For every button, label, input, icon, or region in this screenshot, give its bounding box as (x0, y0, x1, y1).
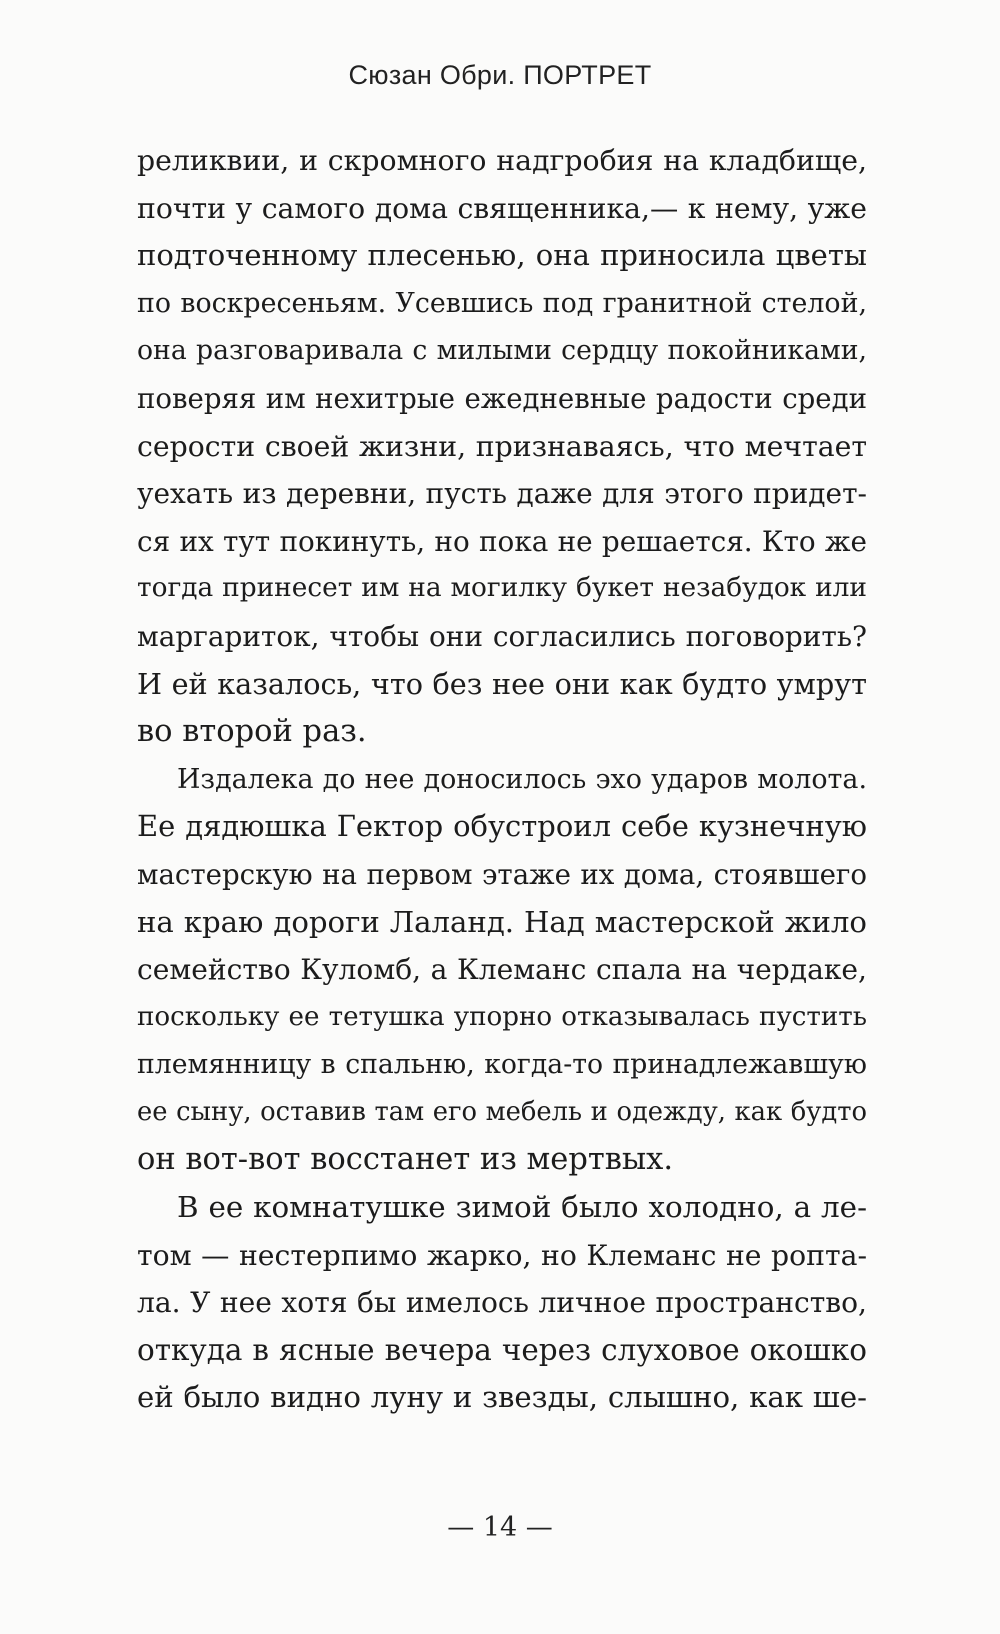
paragraph (137, 756, 867, 1184)
text-line: Ее дядюшка Гектор обустроил себе кузнечную (137, 809, 867, 844)
text-line: откуда в ясные вечера через слуховое окошко (137, 1332, 867, 1367)
text-line: серости своей жизни, признаваясь, что мечтает (137, 429, 867, 463)
text-line: во второй раз. (137, 714, 367, 750)
text-line: том — нестерпимо жарко, но Клеманс не ропта- (137, 1238, 867, 1272)
text-line: В ее комнатушке зимой было холодно, а ле- (177, 1190, 867, 1225)
text-line: ся их тут покинуть, но пока не решается. Кто же (137, 524, 867, 558)
paragraph (137, 1184, 867, 1422)
text-line: подточенному плесенью, она приносила цветы (137, 238, 867, 273)
text-line: семейство Куломб, а Клеманс спала на чердаке, (137, 953, 867, 987)
text-line: она разговаривала с милыми сердцу покойниками, (137, 335, 867, 367)
text-line: ей было видно луну и звезды, слышно, как ше- (137, 1380, 867, 1415)
page-number: — 14 — (447, 1512, 553, 1543)
text-line: реликвии, и скромного надгробия на кладбище, (137, 144, 867, 177)
text-line: мастерскую на первом этаже их дома, стоявшего (137, 857, 867, 891)
text-line: он вот-вот восстанет из мертвых. (137, 1142, 674, 1178)
text-line: маргариток, чтобы они согласились поговорить? (137, 619, 867, 653)
text-line: уехать из деревни, пусть даже для этого придет- (137, 477, 867, 511)
running-head: Сюзан Обри. ПОРТРЕТ (348, 60, 652, 90)
text-line: Издалека до нее доносилось эхо ударов молота. (177, 763, 867, 795)
text-line: ла. У нее хотя бы имелось личное пространство, (137, 1286, 867, 1320)
text-line: поверяя им нехитрые ежедневные радости среди (137, 381, 867, 415)
text-line: по воскресеньям. Усевшись под гранитной стелой, (137, 287, 867, 319)
text-line: почти у самого дома священника,— к нему, уже (137, 191, 867, 225)
body-text (137, 137, 867, 1422)
paragraph (137, 137, 867, 756)
text-line: ее сыну, оставив там его мебель и одежду, как будто (137, 1096, 867, 1127)
text-line: И ей казалось, что без нее они как будто умрут (137, 666, 867, 701)
text-line: племянницу в спальню, когда-то принадлежавшую (137, 1049, 867, 1081)
text-line: поскольку ее тетушка упорно отказывалась пустить (137, 1001, 867, 1032)
text-line: на краю дороги Лаланд. Над мастерской жило (137, 904, 867, 939)
text-line: тогда принесет им на могилку букет незабудок или (137, 573, 867, 604)
